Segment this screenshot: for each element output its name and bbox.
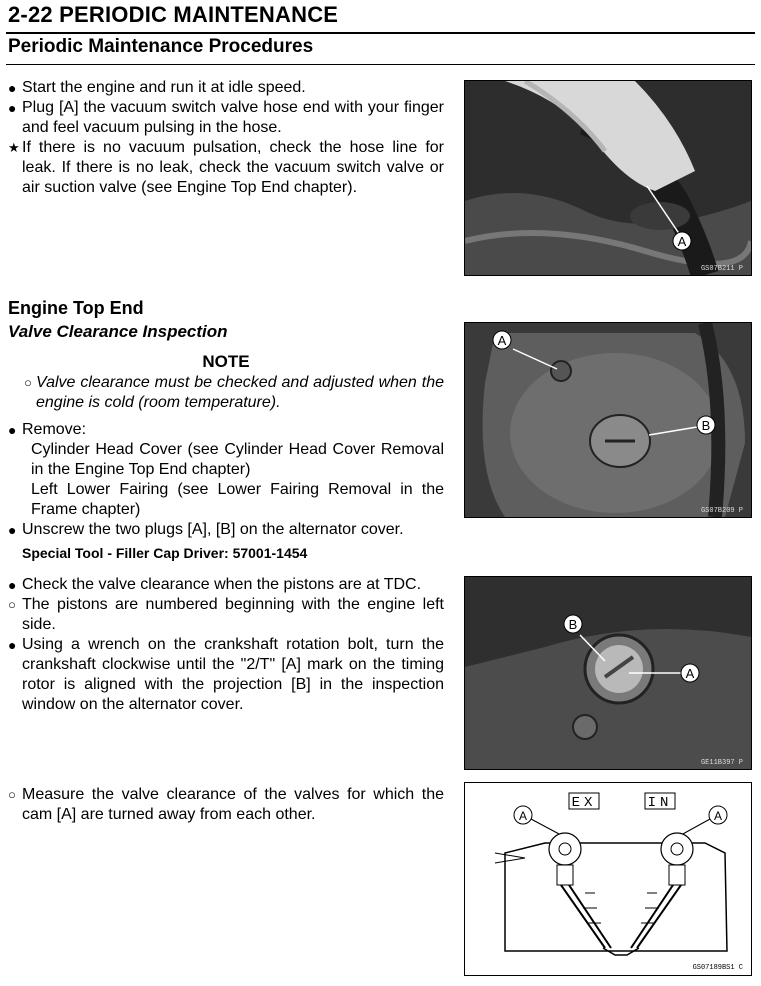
- figure-code: GE11B397 P: [700, 759, 743, 767]
- note-heading: NOTE: [202, 352, 250, 371]
- note-text: [24, 373, 444, 413]
- step-text: Remove:: [22, 421, 87, 438]
- remove-item: Cylinder Head Cover (see Cylinder Head Cover Removal in the Engine Top End chapter): [31, 441, 444, 478]
- callout-a-right: A: [713, 809, 723, 823]
- callout-a: A: [497, 333, 507, 348]
- label-ex: EX: [571, 795, 597, 811]
- bullet-marker: ●: [8, 422, 17, 438]
- page-header-title: 2-22 PERIODIC MAINTENANCE: [8, 2, 339, 27]
- step-text: Plug [A] the vacuum switch valve hose end with your finger and feel vacuum pulsing in the hose.: [22, 99, 444, 136]
- circle-marker: ○: [24, 375, 32, 390]
- figure-cam-diagram: [464, 782, 752, 976]
- remove-item: Left Lower Fairing (see Lower Fairing Removal in the Frame chapter): [31, 481, 444, 518]
- callout-a: A: [685, 666, 695, 681]
- figure-timing-window-photo: [464, 576, 752, 770]
- bullet-marker: ●: [8, 100, 17, 116]
- circle-marker: ○: [8, 597, 16, 612]
- bullet-marker: ●: [8, 80, 17, 96]
- step-item: [8, 635, 444, 715]
- instruction-block-1: [8, 78, 444, 198]
- bullet-marker: ●: [8, 577, 17, 593]
- bullet-marker: ●: [8, 637, 17, 653]
- step-text: Start the engine and run it at idle speed.: [22, 79, 306, 96]
- bullet-marker: ●: [8, 522, 17, 538]
- step-item: [8, 595, 444, 635]
- figure-code: GS07B211 P: [700, 265, 743, 273]
- callout-a-left: A: [518, 809, 528, 823]
- callout-b: B: [701, 418, 711, 433]
- star-marker: ★: [8, 140, 20, 155]
- step-item: [8, 138, 444, 198]
- step-text: If there is no vacuum pulsation, check the hose line for leak. If there is no leak, check the vacuum switch valve or air suction valve (see Engine Top End chapter).: [22, 139, 444, 196]
- special-tool: Special Tool - Filler Cap Driver: 57001-1454: [22, 545, 308, 561]
- engine-top-end-heading: Engine Top End: [8, 298, 144, 318]
- callout-b: B: [568, 617, 578, 632]
- section-rule: [6, 64, 755, 65]
- instruction-block-3: [8, 575, 444, 715]
- step-text: Using a wrench on the crankshaft rotation bolt, turn the crankshaft clockwise until the "2/T" [A] mark on the timing rotor is aligned with the projection [B] in the inspection window on the alternator cover.: [22, 636, 444, 713]
- step-item: [8, 420, 444, 440]
- figure-code: GS07189BS1 C: [692, 964, 743, 972]
- step-item: [8, 575, 444, 595]
- figure-code: GS07B209 P: [700, 507, 743, 515]
- step-item: [8, 785, 444, 825]
- step-item: [8, 520, 444, 540]
- step-text: The pistons are numbered beginning with the engine left side.: [22, 596, 444, 633]
- callout-a: A: [677, 234, 687, 249]
- step-item: [8, 78, 444, 98]
- instruction-block-2: [8, 420, 444, 540]
- header-rule: [6, 32, 755, 34]
- figure-alternator-cover-photo: [464, 322, 752, 518]
- step-item: [8, 98, 444, 138]
- valve-clearance-heading: Valve Clearance Inspection: [8, 322, 228, 341]
- instruction-block-4: [8, 785, 444, 825]
- step-text: Measure the valve clearance of the valves for which the cam [A] are turned away from each other.: [22, 786, 444, 823]
- label-in: IN: [647, 795, 673, 811]
- step-text: Unscrew the two plugs [A], [B] on the alternator cover.: [22, 521, 404, 538]
- figure-hose-photo: [464, 80, 752, 276]
- note-body: Valve clearance must be checked and adjusted when the engine is cold (room temperature).: [36, 374, 444, 411]
- circle-marker: ○: [8, 787, 16, 802]
- step-text: Check the valve clearance when the pistons are at TDC.: [22, 576, 422, 593]
- section-title: Periodic Maintenance Procedures: [8, 36, 314, 57]
